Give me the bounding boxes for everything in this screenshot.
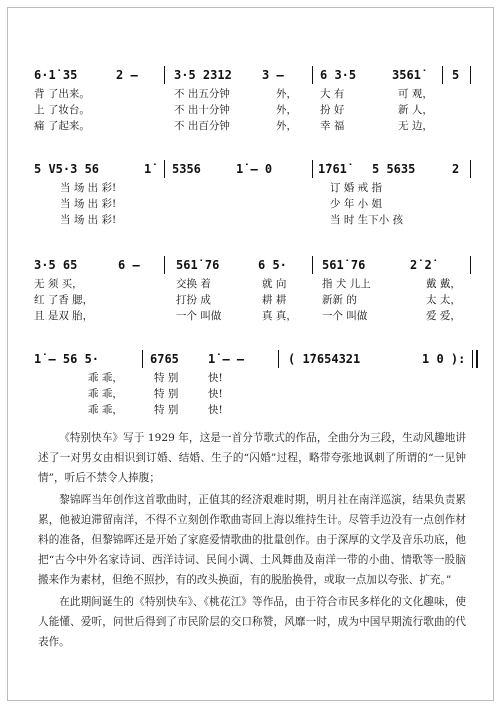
barline — [312, 256, 313, 274]
note-group: 561̇ 76 — [176, 258, 220, 272]
note-group: ( 1̇7654321 — [288, 352, 361, 366]
barline — [312, 66, 313, 84]
barline — [470, 66, 471, 84]
lyric-text: 爱 爱， — [426, 310, 461, 322]
note-group: 3561̇ — [392, 68, 421, 82]
barline — [278, 350, 279, 368]
lyric-text: 一个 叫做 — [176, 310, 222, 322]
lyric-text: 当 场 出 彩! — [60, 198, 117, 210]
note-group: 1̇ – 56 5· — [34, 352, 100, 366]
note-group: 3·5 2312 — [174, 68, 232, 82]
note-group: 6·1̇ 35 — [34, 68, 78, 82]
barline — [472, 350, 473, 368]
note-group: 2 — [452, 162, 460, 176]
lyric-text: 红 了香 腮， — [34, 294, 94, 306]
note-group: 5 — [452, 68, 460, 82]
lyric-text: 少 年 小 姐 — [330, 198, 383, 210]
lyric-text: 新 人， — [398, 104, 433, 116]
notation-line — [30, 256, 482, 276]
final-barline — [476, 350, 478, 368]
barline — [164, 66, 165, 84]
note-group: 561̇ 76 — [322, 258, 366, 272]
lyric-text: 且 是双 胎， — [34, 310, 94, 322]
note-group: 2̇ 2̇ — [410, 258, 432, 272]
lyric-text: 快! — [208, 388, 223, 400]
lyric-text: 上 了妆台。 — [34, 104, 90, 116]
paragraph: 《特别快车》写于 1929 年，这是一首分节歌式的作品，全曲分为三段，生动风趣地讲述了一对男女由相识到订婚、结婚、生子的“闪婚”过程，略带夸张地讽刺了所谓的“一见钟情”，听后不禁令人捧腹； — [38, 432, 466, 484]
lyric-text: 可 观， — [398, 88, 433, 100]
lyric-line — [30, 212, 482, 228]
lyric-text: 就 向 — [262, 278, 287, 290]
score-system-3 — [30, 256, 482, 324]
lyric-line — [30, 292, 482, 308]
lyric-text: 快! — [208, 404, 223, 416]
barline — [164, 160, 165, 178]
lyric-text: 特 别 — [154, 388, 179, 400]
lyric-text: 乖 乖， — [88, 388, 123, 400]
barline — [142, 350, 143, 368]
lyric-text: 指 犬 儿上 — [322, 278, 371, 290]
note-group: 6765 — [150, 352, 179, 366]
lyric-text: 扮 好 — [320, 104, 345, 116]
note-group: 6 – — [118, 258, 140, 272]
note-group: 6 5· — [258, 258, 287, 272]
lyric-line — [30, 402, 482, 418]
lyric-line — [30, 86, 482, 102]
lyric-text: 快! — [208, 372, 223, 384]
barline — [470, 160, 471, 178]
lyric-text: 当 场 出 彩! — [60, 214, 117, 226]
note-group: 1̇ — [144, 162, 152, 176]
note-group: 1̇761̇ — [318, 162, 347, 176]
lyric-text: 新新 的 — [322, 294, 357, 306]
lyric-text: 乖 乖， — [88, 404, 123, 416]
score-system-2 — [30, 160, 482, 228]
barline — [312, 160, 313, 178]
lyric-line — [30, 276, 482, 292]
lyric-text: 特 别 — [154, 404, 179, 416]
lyric-text: 当 时 生下小 孩 — [330, 214, 404, 226]
paragraph: 黎锦晖当年创作这首歌曲时，正值其的经济艰难时期，明月社在南洋巡演，结果负责累累，他被迫滞留南洋，不得不立刻创作歌曲寄回上海以维持生计。尽管手边没有一点创作材料的准备，但黎锦晖还是开始了家庭爱情歌曲的批量创作。由于深厚的文学及音乐功底，他把“古今中外名家诗词、西洋诗词、民间小调、土风舞曲及南洋一带的小曲、情歌等一股脑搬来作为素材，但绝不照抄，有的改头换面，有的脱胎换骨，或取一点加以夸张、扩充。” — [38, 494, 466, 586]
note-group: 2 – — [116, 68, 138, 82]
score-system-4 — [30, 350, 482, 418]
paragraph: 在此期间诞生的《特别快车》、《桃花江》等作品，由于符合市民多样化的文化趣味，使人能懂、爱听，问世后得到了市民阶层的交口称赞，风靡一时，成为中国早期流行歌曲的代表作。 — [38, 596, 466, 648]
barline — [442, 66, 443, 84]
notation-line — [30, 160, 482, 180]
lyric-text: 交换 着 — [176, 278, 211, 290]
lyric-text: 痛 了起来。 — [34, 120, 90, 132]
lyric-text: 耕 耕 — [262, 294, 287, 306]
note-group: 5 V5·3 56 — [34, 162, 100, 176]
barline — [470, 256, 471, 274]
note-group: 6 3·5 — [320, 68, 357, 82]
lyric-text: 戴 戴， — [426, 278, 461, 290]
lyric-line — [30, 102, 482, 118]
lyric-line — [30, 370, 482, 386]
lyric-text: 无 边， — [398, 120, 433, 132]
lyric-text: 无 须 买， — [34, 278, 83, 290]
article-text — [38, 428, 466, 654]
lyric-text: 太 太， — [426, 294, 461, 306]
lyric-text: 背 了出来。 — [34, 88, 90, 100]
lyric-text: 不 出十分钟 — [174, 104, 230, 116]
note-group: 3 – — [262, 68, 284, 82]
barline — [164, 256, 165, 274]
lyric-text: 订 婚 戒 指 — [330, 182, 383, 194]
lyric-text: 不 出百分钟 — [174, 120, 230, 132]
lyric-text: 一个 叫做 — [322, 310, 368, 322]
lyric-text: 幸 福 — [320, 120, 345, 132]
lyric-line — [30, 196, 482, 212]
lyric-text: 外， — [276, 120, 297, 132]
lyric-text: 外， — [276, 88, 297, 100]
lyric-text: 外， — [276, 104, 297, 116]
note-group: 1̇ – 0 — [236, 162, 273, 176]
lyric-text: 大 有 — [320, 88, 345, 100]
score-system-1 — [30, 66, 482, 134]
lyric-line — [30, 386, 482, 402]
notation-line — [30, 350, 482, 370]
lyric-line — [30, 308, 482, 324]
note-group: 5356 — [172, 162, 201, 176]
lyric-text: 不 出五分钟 — [174, 88, 230, 100]
note-group: 3·5 65 — [34, 258, 78, 272]
lyric-line — [30, 180, 482, 196]
note-group: 1 0 ): — [422, 352, 466, 366]
lyric-text: 乖 乖， — [88, 372, 123, 384]
lyric-text: 特 别 — [154, 372, 179, 384]
lyric-text: 打扮 成 — [176, 294, 211, 306]
lyric-text: 真 真， — [262, 310, 297, 322]
notation-line — [30, 66, 482, 86]
lyric-line — [30, 118, 482, 134]
note-group: 5 5635 — [372, 162, 416, 176]
lyric-text: 当 场 出 彩! — [60, 182, 117, 194]
note-group: 1̇ – – — [208, 352, 245, 366]
